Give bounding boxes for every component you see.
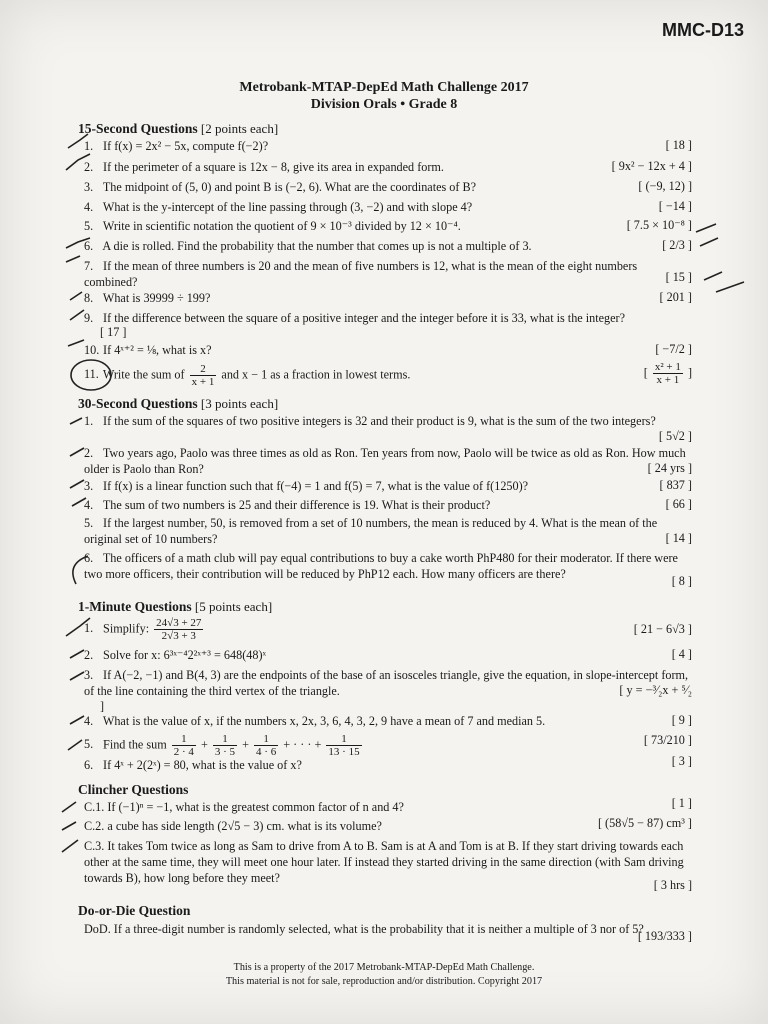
answer-30s-6: [ 8 ] [671,574,692,588]
pen-check-mark [70,448,84,456]
question-30s-4: 4. The sum of two numbers is 25 and their difference is 19. What is their product? [84,498,491,512]
answer-15s-11: [ $\frac{\text{x² + 1}}{x + 1}$ ] [643,361,692,386]
answer-30s-5: [ 14 ] [665,531,692,545]
answer-c3: [ 3 hrs ] [653,878,692,892]
answer-15s-3: [ (−9, 12) ] [638,179,692,193]
pen-check-mark [68,340,84,346]
question-dod: DoD. If a three-digit number is randomly selected, what is the probability that it is neither a multiple of 3 nor of 5? [84,922,644,936]
answer-1m-5: [ 73/210 ] [643,733,692,747]
answer-15s-8: [ 201 ] [659,290,692,304]
pen-check-mark [70,672,84,680]
question-15s-2: 2. If the perimeter of a square is 12x − 8, give its area in expanded form. [84,160,444,174]
answer-15s-4: [ −14 ] [658,199,692,213]
question-15s-11: 11. Write the sum of $\frac{2}{x + 1}$ and x − 1 as a fraction in lowest terms. [84,363,411,388]
question-1m-2: 2. Solve for x: 6³ˣ⁻⁴2²ˣ⁺³ = 648(48)ˣ [84,648,267,662]
pen-check-mark [716,282,744,292]
answer-c2: [ (58√5 − 87) cm³ ] [597,816,692,830]
question-c1: C.1. If (−1)ⁿ = −1, what is the greatest common factor of n and 4? [84,800,404,814]
term-1: $\frac{1}{2 \cdot 4}$ [173,733,194,758]
answer-1m-1: [ 21 − 6√3 ] [633,622,692,636]
document-title: Metrobank-MTAP-DepEd Math Challenge 2017 [239,80,529,95]
question-30s-3: 3. If f(x) is a linear function such that f(−4) = 1 and f(5) = 7, what is the value of f(1250)? [84,479,529,493]
answer-15s-6: [ 2/3 ] [662,238,692,252]
answer-1m-3-close: ] [100,699,105,713]
question-30s-6: 6. The officers of a math club will pay equal contributions to buy a cake worth PhP480 for their moderator. If there were two more officers, their contribution will be reduced by PhP12 each. How many officers are there? [84,551,678,581]
pen-check-mark [70,650,84,658]
term-2: $\frac{1}{3 \cdot 5}$ [214,733,236,758]
answer-15s-10: [ −7/2 ] [655,342,692,356]
question-15s-1: 1. If f(x) = 2x² − 5x, compute f(−2)? [84,139,269,153]
pen-check-mark [70,716,84,724]
question-c3: C.3. It takes Tom twice as long as Sam to drive from A to B. Sam is at A and Tom is at B. If they start driving towards each other at the same time, they will meet one hour later. If instead they started driving in the same direction (with Sam driving towards B), how long before they meet? [84,839,684,885]
answer-30s-4: [ 66 ] [665,497,692,511]
footer-line-2: This material is not for sale, reproduction and/or distribution. Copyright 2017 [225,976,543,987]
section-heading-do-or-die: Do-or-Die Question [78,903,191,918]
pen-check-mark [68,740,82,750]
pen-check-mark [700,238,718,246]
answer-15s-7: [ 15 ] [665,270,692,284]
section-heading-clincher: Clincher Questions [78,782,189,797]
question-1m-1: 1. Simplify: $\frac{24√3 + 27}{2√3 + 3}$ [84,617,202,642]
question-1m-6: 6. If 4ˣ + 2(2ˣ) = 80, what is the value of x? [84,758,302,772]
question-15s-7: 7. If the mean of three numbers is 20 and the mean of five numbers is 12, what is the mean of the eight numbers combined? [84,259,638,289]
answer-c1: [ 1 ] [671,796,692,810]
question-15s-6: 6. A die is rolled. Find the probability that the number that comes up is not a multiple of 3. [84,239,532,253]
answer-1m-2: [ 4 ] [671,647,692,661]
answer-30s-2: [ 24 yrs ] [647,461,692,475]
answer-1m-3: [ y = −³⁄₂x + ⁵⁄₂ [619,683,692,697]
answer-30s-3: [ 837 ] [659,478,692,492]
fraction-2-over-x-plus-1: $\frac{2}{x + 1}$ [191,363,215,388]
question-30s-5: 5. If the largest number, 50, is removed from a set of 10 numbers, the mean is reduced by 4. What is the mean of the original set of 10 numbers? [84,516,658,546]
answer-30s-1: [ 5√2 ] [658,429,692,443]
answer-dod: [ 193/333 ] [637,929,692,943]
document-code: MMC-D13 [661,20,744,40]
pen-check-mark [70,480,84,488]
pen-check-mark [70,310,84,320]
question-15s-10: 10. If 4ˣ⁺² = ⅛, what is x? [84,343,212,357]
question-1m-3: 3. If A(−2, −1) and B(4, 3) are the endpoints of the base of an isosceles triangle, give the equation, in slope-intercept form, of the line containing the third vertex of the triangle. [84,668,689,698]
pen-check-mark [70,418,82,424]
section-heading-15-second: 15-Second Questions [2 points each] [78,121,279,136]
footer-line-1: This is a property of the 2017 Metrobank-MTAP-DepEd Math Challenge. [233,962,535,973]
question-1m-4: 4. What is the value of x, if the numbers x, 2x, 3, 6, 4, 3, 2, 9 have a mean of 7 and median 5. [84,714,546,728]
answer-15s-1: [ 18 ] [665,138,692,152]
question-15s-8: 8. What is 39999 ÷ 199? [84,291,211,305]
pen-check-mark [66,256,80,262]
pen-check-mark [696,224,716,232]
question-15s-4: 4. What is the y-intercept of the line passing through (3, −2) and with slope 4? [84,200,473,214]
pen-check-mark [62,840,78,852]
answer-15s-5: [ 7.5 × 10⁻⁸ ] [626,218,692,232]
question-15s-9: 9. If the difference between the square of a positive integer and the integer before it is 33, what is the integer? [84,311,625,325]
pen-check-mark [704,272,722,280]
term-3: $\frac{1}{4 \cdot 6}$ [256,733,277,758]
answer-1m-4: [ 9 ] [671,713,692,727]
section-heading-30-second: 30-Second Questions [3 points each] [78,396,279,411]
answer-1m-6: [ 3 ] [671,754,692,768]
term-last: $\frac{1}{13 \cdot 15}$ [328,733,360,758]
answer-15s-9: [ 17 ] [100,325,127,339]
question-15s-3: 3. The midpoint of (5, 0) and point B is (−2, 6). What are the coordinates of B? [84,180,477,194]
question-c2: C.2. a cube has side length (2√5 − 3) cm. what is its volume? [84,819,382,833]
question-30s-1: 1. If the sum of the squares of two positive integers is 32 and their product is 9, what is the sum of the two integers? [84,414,656,428]
question-15s-5: 5. Write in scientific notation the quotient of 9 × 10⁻³ divided by 12 × 10⁻⁴. [84,219,461,233]
pen-check-mark [62,802,76,812]
document-subtitle: Division Orals • Grade 8 [310,97,458,112]
question-30s-2: 2. Two years ago, Paolo was three times as old as Ron. Ten years from now, Paolo will be twice as old as Ron. How much older is Paolo than Ron? [84,446,686,476]
answer-15s-2: [ 9x² − 12x + 4 ] [611,159,692,173]
fraction-simplify: $\frac{24√3 + 27}{2√3 + 3}$ [156,617,202,642]
section-heading-1-minute: 1-Minute Questions [5 points each] [78,599,273,614]
pen-check-mark [62,822,76,830]
question-1m-5: 5. Find the sum $\frac{1}{2 \cdot 4}$ + $\frac{1}{3 \cdot 5}$ + $\frac{1}{4 \cdot 6}$ + · · · + $\frac{1}{13 \cdot 15}$ [84,733,360,758]
pen-check-mark [70,292,82,300]
